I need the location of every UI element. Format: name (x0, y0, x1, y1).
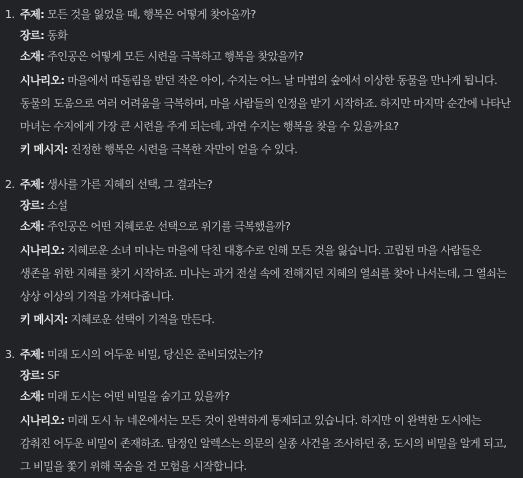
genre-value: 동화 (47, 29, 68, 42)
topic-field (20, 6, 511, 24)
response-content (0, 6, 523, 478)
topic-field (20, 176, 511, 194)
subject-value: 주인공은 어떻게 모든 시련을 극복하고 행복을 찾았을까? (47, 50, 304, 63)
genre-value: SF (47, 369, 60, 382)
subject-field (20, 48, 511, 66)
scenario-label: 시나리오: (20, 74, 65, 87)
subject-label: 소재: (20, 220, 45, 233)
topic-value: 생사를 가른 지혜의 선택, 그 결과는? (47, 178, 213, 191)
subject-value: 미래 도시는 어떤 비밀을 숨기고 있을까? (47, 390, 230, 403)
key-message-field (20, 141, 511, 159)
genre-label: 장르: (20, 199, 45, 212)
genre-field (20, 197, 511, 215)
topic-label: 주제: (20, 348, 45, 361)
key-message-value: 진정한 행복은 시련을 극복한 자만이 얻을 수 있다. (70, 143, 298, 156)
list-number: 2. (5, 178, 15, 191)
topic-value: 미래 도시의 어두운 비밀, 당신은 준비되었는가? (47, 348, 263, 361)
subject-field (20, 218, 511, 236)
key-message-value: 지혜로운 선택이 기적을 만든다. (70, 313, 215, 326)
list-number: 1. (5, 8, 15, 21)
subject-field (20, 388, 511, 406)
scenario-label: 시나리오: (20, 414, 65, 427)
subject-value: 주인공은 어떤 지혜로운 선택으로 위기를 극복했을까? (47, 220, 291, 233)
genre-value: 소설 (47, 199, 68, 212)
list-number: 3. (5, 348, 15, 361)
genre-label: 장르: (20, 29, 45, 42)
scenario-field (20, 239, 511, 308)
key-message-field (20, 311, 511, 329)
scenario-value: 마을에서 따돌림을 받던 작은 아이, 수지는 어느 날 마법의 숲에서 이상한 동물을 만나게 됩니다. 동물의 도움으로 여러 어려움을 극복하며, 마을 사람들의 인정을 받기 시작하죠. 하지만 마지막 순간에 나타난 마녀는 수지에게 가장 큰 시련을 주게 되는데, 과연 수지는 행복을 찾을 수 있을까요? (20, 74, 511, 133)
key-message-label: 키 메시지: (20, 143, 68, 156)
genre-field (20, 27, 511, 45)
scenario-field (20, 409, 511, 478)
subject-label: 소재: (20, 50, 45, 63)
subject-label: 소재: (20, 390, 45, 403)
topic-value: 모든 것을 잃었을 때, 행복은 어떻게 찾아올까? (47, 8, 256, 21)
scenario-value: 지혜로운 소녀 미나는 마을에 닥친 대홍수로 인해 모든 것을 잃습니다. 고립된 마을 사람들은 생존을 위한 지혜를 찾기 시작하죠. 미나는 과거 전설 속에 전해지던 지혜의 열쇠를 찾아 나서는데, 그 열쇠는 상상 이상의 기적을 가져다줍니다. (20, 244, 507, 303)
scenario-field (20, 69, 511, 138)
key-message-label: 키 메시지: (20, 313, 68, 326)
genre-label: 장르: (20, 369, 45, 382)
list-item (0, 346, 523, 478)
scenario-label: 시나리오: (20, 244, 65, 257)
topic-label: 주제: (20, 178, 45, 191)
list-item (0, 6, 523, 159)
scenario-value: 미래 도시 뉴 네온에서는 모든 것이 완벽하게 통제되고 있습니다. 하지만 이 완벽한 도시에는 감춰진 어두운 비밀이 존재하죠. 탐정인 알렉스는 의문의 실종 사건을 조사하던 중, 도시의 비밀을 알게 되고, 그 비밀을 쫓기 위해 목숨을 건 모험을 시작합니다. (20, 414, 507, 473)
topic-field (20, 346, 511, 364)
genre-field (20, 367, 511, 385)
topic-label: 주제: (20, 8, 45, 21)
list-item (0, 176, 523, 329)
